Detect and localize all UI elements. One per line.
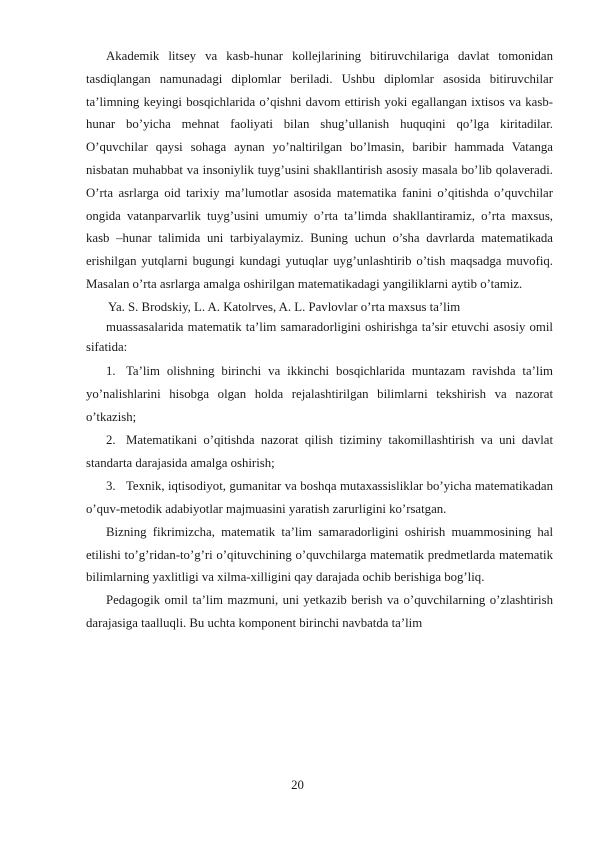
body-text [86,45,553,635]
list-number: 3. [106,478,116,493]
list-number: 1. [106,363,116,378]
pedagogic-paragraph: Pedagogik omil ta’lim mazmuni, uni yetkazib berish va o’quvchilarning o’zlashtirish darajasiga taalluqli. Bu uchta komponent birinchi navbatda ta’lim [86,593,553,630]
list-item [86,429,553,475]
authors-continuation: muassasalarida matematik ta’lim samaradorligini oshirishga ta’sir etuvchi asosiy omil sifatida: [86,319,553,354]
list-item [86,360,553,429]
authors-line: Ya. S. Brodskiy, L. A. Katolrves, A. L. Pavlovlar o’rta maxsus ta’lim [108,299,461,314]
list-text: Matematikani o’qitishda nazorat qilish tiziminy takomillashtirish va uni davlat standarta darajasida amalga oshirish; [86,432,553,470]
intro-paragraph: Akademik litsey va kasb-hunar kollejlarining bitiruvchilariga davlat tomonidan tasdiqlangan namunadagi diplomlar beriladi. Ushbu diplomlar asosida bitiruvchilar ta’limning keyingi bosqichlarida o’qishni davom ettirish yoki egallangan ixtisos va kasb-hunar bo’yicha mehnat faoliyati bilan shug’ullanish huquqini qo’lga kiritadilar. O’quvchilar qaysi sohaga aynan yo’naltirilgan bo’lmasin, baribir hammada Vatanga nisbatan muhabbat va insoniylik tuyg’usini shakllantirish asosiy masala bo’lib qolaveradi. O’rta asrlarga oid tarixiy ma’lumotlar asosida matematika fanini o’qitishda o’quvchilar ongida vatanparvarlik tuyg’usini umumiy o’rta ta’limda shakllantiramiz, o’rta maxsus, kasb –hunar talimida uni tarbiyalaymiz. Buning uchun o’sha davrlarda matematikada erishilgan yutqlarni bugungi kundagi yutuqlar uyg’unlashtirib o’tish maqsadga muvofiq. Masalan o’rta asrlarga amalga oshirilgan matematikadagi yangiliklarni aytib o’tamiz. [86,49,553,291]
list-text: Texnik, iqtisodiyot, gumanitar va boshqa mutaxassisliklar bo’yicha matematikadan o’quv-metodik adabiyotlar majmuasini yaratish zarurligini ko’rsatgan. [86,478,553,516]
list-item [86,475,553,521]
numbered-list [86,360,553,521]
authors-paragraph [86,297,553,357]
page-number: 20 [291,778,304,792]
list-text: Ta’lim olishning birinchi va ikkinchi bosqichlarida muntazam ravishda ta’lim yo’nalishlarini hisobga olgan holda rejalashtirilgan bilimlarni tekshirish va nazorat o’tkazish; [86,363,553,424]
list-number: 2. [106,432,116,447]
opinion-paragraph: Bizning fikrimizcha, matematik ta’lim samaradorligini oshirish muammosining hal etilishi to’g’ridan-to’g’ri o’qituvchining o’quvchilarga matematik predmetlarda matematik bilimlarning yaxlitligi va xilma-xilligini qay darajada ochib berishiga bog’liq. [86,524,553,585]
